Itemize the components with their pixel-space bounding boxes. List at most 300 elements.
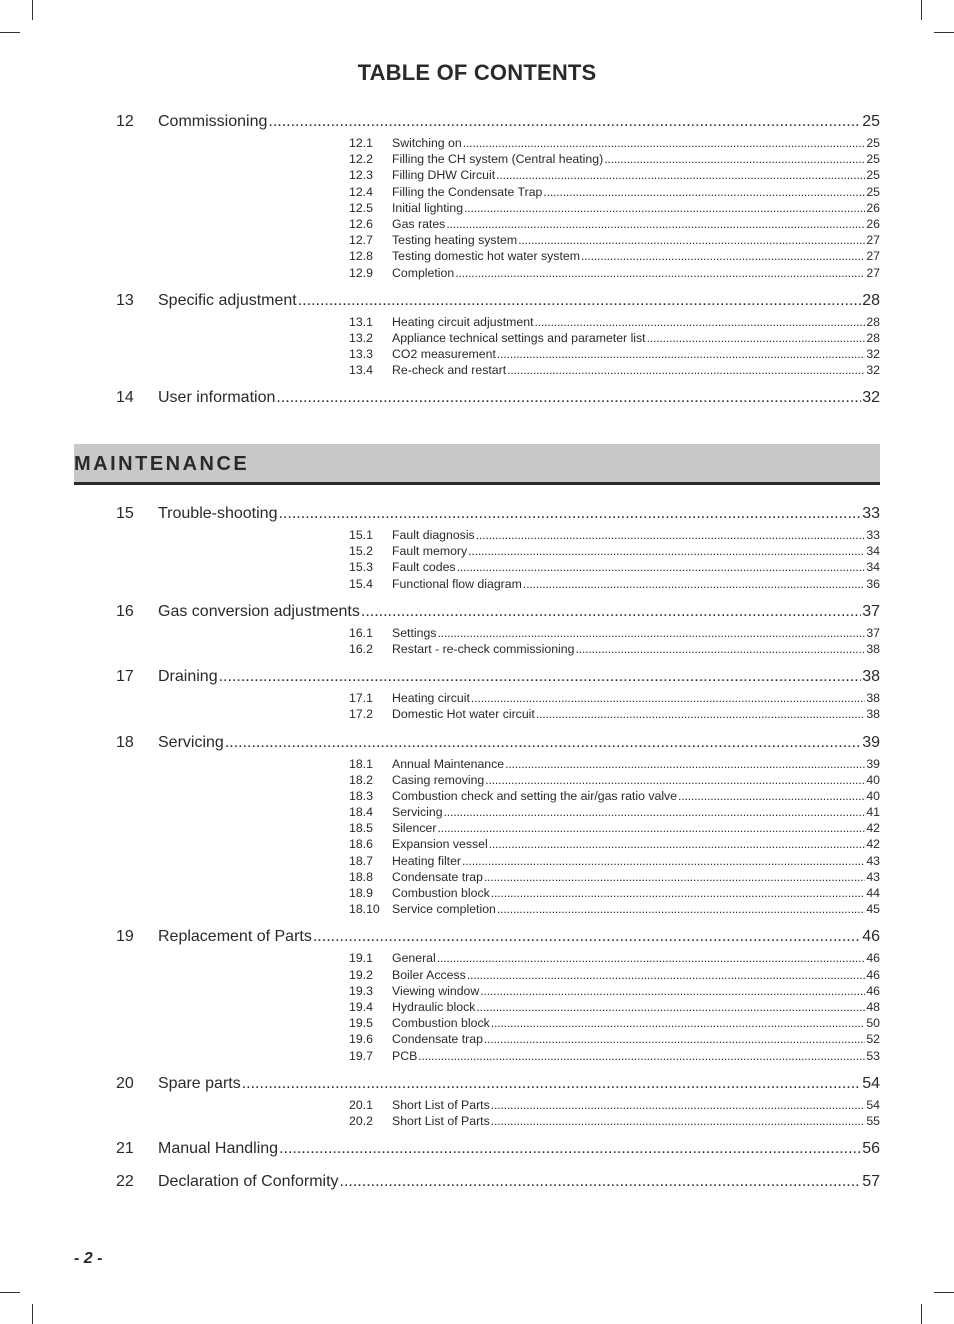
toc-subentry-number: 12.3 [349, 168, 373, 183]
toc-subentry-number: 15.4 [349, 576, 373, 591]
page-title: TABLE OF CONTENTS [357, 60, 597, 85]
toc-subentry-leader [392, 885, 880, 901]
toc-entry-leader [158, 1138, 880, 1160]
toc-dot-leader [678, 788, 865, 804]
toc-subentry-page: 46 [866, 983, 880, 998]
toc-subentry-number: 18.10 [349, 902, 380, 917]
toc-subentry-title: Fault diagnosis [392, 528, 475, 542]
toc-subentry-leader [392, 1048, 880, 1064]
toc-entry[interactable] [0, 1138, 954, 1160]
toc-subentry[interactable] [0, 135, 954, 151]
toc-entry-leader [158, 732, 880, 754]
toc-entry-number: 12 [116, 113, 134, 130]
toc-subentry[interactable] [0, 232, 954, 248]
toc-subentry[interactable] [0, 1015, 954, 1031]
toc-subentry[interactable] [0, 706, 954, 722]
toc-subentry-leader [392, 641, 880, 657]
toc-subentry-leader [392, 820, 880, 836]
toc-entry-title: Trouble-shooting [158, 505, 278, 522]
toc-dot-leader [507, 362, 865, 378]
toc-subentry[interactable] [0, 1048, 954, 1064]
toc-subentry[interactable] [0, 690, 954, 706]
toc-subentry-title: Combustion check and setting the air/gas ratio valve [392, 788, 678, 803]
toc-subentry-page: 53 [866, 1048, 880, 1063]
toc-subentry-page: 38 [866, 691, 880, 706]
toc-subentry[interactable] [0, 1113, 954, 1129]
toc-dot-leader [518, 232, 865, 248]
toc-subentry-title: Filling the Condensate Trap [392, 184, 543, 199]
toc-subentry-page: 34 [866, 544, 880, 559]
toc-dot-leader [463, 135, 866, 151]
toc-entry-title: Draining [158, 668, 218, 686]
toc-subentry[interactable] [0, 216, 954, 232]
toc-entry-page: 37 [862, 602, 880, 620]
toc-subentry[interactable] [0, 999, 954, 1015]
toc-subentry-title: Heating circuit adjustment [392, 314, 534, 329]
toc-subentry-number: 19.4 [349, 999, 373, 1014]
crop-mark [934, 32, 954, 33]
toc-subentry-number: 18.1 [349, 756, 373, 771]
toc-dot-leader [497, 901, 865, 917]
toc-subentry-page: 33 [866, 528, 880, 542]
toc-dot-leader [536, 706, 865, 722]
toc-entry-number: 15 [116, 505, 134, 522]
toc-subentry-page: 55 [866, 1113, 880, 1128]
toc-subentry[interactable] [0, 184, 954, 200]
toc-subentry-page: 26 [866, 200, 880, 215]
toc-subentry[interactable] [0, 527, 954, 543]
toc-subentry-leader [392, 804, 880, 820]
toc-dot-leader [476, 999, 865, 1015]
toc-subentry-number: 17.2 [349, 707, 373, 722]
toc-subentry-number: 20.1 [349, 1097, 373, 1112]
toc-subentry-page: 46 [866, 967, 880, 982]
toc-entry-leader [158, 1073, 880, 1095]
toc-subentry-title: Viewing window [392, 983, 480, 998]
toc-subentry-title: Completion [392, 265, 455, 280]
toc-subentry-number: 15.3 [349, 560, 373, 575]
toc-dot-leader [462, 853, 865, 869]
toc-dot-leader [437, 625, 865, 641]
toc-subentry-number: 18.6 [349, 837, 373, 852]
toc-subentry-number: 15.2 [349, 544, 373, 559]
toc-subentry-leader [392, 983, 880, 999]
toc-subentry-title: Heating circuit [392, 691, 470, 706]
toc-subentry[interactable] [0, 820, 954, 836]
toc-subentry-title: Service completion [392, 902, 496, 917]
toc-subentry-title: Expansion vessel [392, 837, 488, 852]
toc-dot-leader [489, 836, 866, 852]
toc-subentry-page: 50 [866, 1016, 880, 1031]
toc-entry-title: Manual Handling [158, 1140, 279, 1158]
toc-subentry[interactable] [0, 836, 954, 852]
toc-subentry-leader [392, 314, 880, 330]
toc-subentry-number: 15.1 [349, 528, 373, 542]
toc-entry[interactable] [0, 290, 954, 312]
toc-subentry-number: 13.2 [349, 330, 373, 345]
toc-subentry-leader [392, 967, 880, 983]
toc-subentry-leader [392, 527, 880, 543]
toc-subentry-leader [392, 772, 880, 788]
toc-subentry-number: 18.3 [349, 788, 373, 803]
toc-subentry-leader [392, 756, 880, 772]
toc-entry-title: Gas conversion adjustments [158, 602, 360, 620]
toc-entry-leader [158, 666, 880, 688]
toc-subentry-page: 42 [866, 837, 880, 852]
toc-entry[interactable] [0, 1171, 954, 1193]
toc-subentry-page: 43 [866, 853, 880, 868]
toc-subentry-leader [392, 543, 880, 559]
toc-entry-page: 25 [862, 113, 880, 130]
toc-subentry-leader [392, 950, 880, 966]
toc-subentry[interactable] [0, 167, 954, 183]
toc-subentry-title: Short List of Parts [392, 1113, 490, 1128]
toc-subentry[interactable] [0, 804, 954, 820]
toc-dot-leader [471, 690, 865, 706]
toc-entry-number: 17 [116, 668, 134, 686]
toc-subentry-number: 13.1 [349, 314, 373, 329]
toc-subentry-title: Boiler Access [392, 967, 466, 982]
toc-subentry-title: Silencer [392, 821, 437, 836]
toc-subentry-title: Filling DHW Circuit [392, 168, 496, 183]
toc-subentry-page: 28 [866, 314, 880, 329]
toc-subentry-page: 48 [866, 999, 880, 1014]
toc-subentry-leader [392, 346, 880, 362]
toc-entry-page: 56 [862, 1140, 880, 1158]
toc-subentry-number: 19.1 [349, 951, 373, 966]
toc-entry[interactable] [0, 732, 954, 754]
toc-subentry[interactable] [0, 885, 954, 901]
toc-subentry-page: 27 [866, 233, 880, 248]
toc-subentry[interactable] [0, 869, 954, 885]
toc-dot-leader [534, 314, 865, 330]
crop-mark [32, 0, 33, 20]
toc-dot-leader [437, 950, 866, 966]
toc-subentry-page: 25 [866, 184, 880, 199]
toc-maintenance-section [0, 503, 954, 1204]
toc-subentry-title: Testing heating system [392, 233, 518, 248]
toc-subentry-page: 28 [866, 330, 880, 345]
toc-subentry-leader [392, 1015, 880, 1031]
toc-subentry-number: 19.2 [349, 967, 373, 982]
toc-subentry-title: Switching on [392, 136, 462, 150]
toc-subentry-number: 18.9 [349, 886, 373, 900]
toc-dot-leader [491, 1015, 866, 1031]
toc-subentry-title: Heating filter [392, 853, 462, 868]
toc-entry-page: 54 [862, 1074, 880, 1092]
toc-subentry-leader [392, 265, 880, 281]
toc-subentry-title: Appliance technical settings and parameter list [392, 330, 646, 345]
toc-subentry-leader [392, 362, 880, 378]
toc-subentry-leader [392, 706, 880, 722]
toc-subentry-number: 13.4 [349, 363, 373, 378]
crop-mark [921, 1304, 922, 1324]
toc-dot-leader [278, 503, 861, 525]
crop-mark [32, 1304, 33, 1324]
toc-subentry-leader [392, 853, 880, 869]
toc-subentry-number: 18.4 [349, 805, 373, 820]
toc-subentry-title: Re-check and restart [392, 363, 507, 378]
toc-subentry-page: 32 [866, 363, 880, 378]
toc-subentry-leader [392, 1031, 880, 1047]
toc-dot-leader [298, 290, 861, 312]
toc-subentry-page: 26 [866, 216, 880, 231]
toc-subentry[interactable] [0, 1097, 954, 1113]
toc-entry[interactable] [0, 926, 954, 948]
toc-subentry-page: 54 [866, 1097, 880, 1112]
toc-subentry-leader [392, 232, 880, 248]
toc-subentry-leader [392, 788, 880, 804]
toc-entry[interactable] [0, 666, 954, 688]
toc-subentry-title: Annual Maintenance [392, 756, 505, 771]
toc-subentry-page: 42 [866, 821, 880, 836]
toc-entry[interactable] [0, 387, 954, 409]
toc-subentry-leader [392, 248, 880, 264]
toc-subentry[interactable] [0, 641, 954, 657]
toc-subentry-title: Combustion block [392, 886, 490, 900]
toc-subentry-page: 25 [866, 168, 880, 183]
toc-subentry-title: CO2 measurement [392, 347, 496, 362]
toc-dot-leader [491, 1113, 866, 1129]
toc-subentry[interactable] [0, 362, 954, 378]
toc-subentry-number: 19.7 [349, 1048, 373, 1063]
toc-subentry-page: 43 [866, 869, 880, 884]
toc-dot-leader [219, 666, 862, 688]
toc-subentry-page: 44 [866, 886, 880, 900]
toc-subentry-number: 19.3 [349, 983, 373, 998]
toc-subentry-leader [392, 559, 880, 575]
toc-subentry-leader [392, 869, 880, 885]
toc-subentry-page: 32 [866, 347, 880, 362]
toc-subentry[interactable] [0, 151, 954, 167]
toc-subentry-page: 25 [866, 152, 880, 167]
toc-subentry-number: 16.2 [349, 641, 373, 656]
toc-subentry-title: Fault memory [392, 544, 468, 559]
toc-entry-leader [158, 111, 880, 133]
toc-dot-leader [485, 772, 865, 788]
toc-dot-leader [268, 111, 861, 133]
toc-subentry-leader [392, 625, 880, 641]
toc-subentry-title: Functional flow diagram [392, 576, 522, 591]
toc-subentry-page: 39 [866, 756, 880, 771]
toc-subentry[interactable] [0, 265, 954, 281]
toc-dot-leader [575, 641, 865, 657]
toc-subentry-list [0, 756, 954, 918]
toc-entry-leader [158, 503, 880, 525]
toc-dot-leader [361, 601, 861, 623]
toc-dot-leader [464, 200, 865, 216]
toc-dot-leader [437, 820, 865, 836]
toc-subentry-list [0, 1097, 954, 1129]
toc-subentry-number: 12.6 [349, 216, 373, 231]
toc-entry[interactable] [0, 1073, 954, 1095]
toc-subentry-title: Servicing [392, 805, 443, 820]
toc-subentry[interactable] [0, 1031, 954, 1047]
toc-subentry-number: 18.5 [349, 821, 373, 836]
toc-entry-title: User information [158, 389, 276, 407]
toc-subentry-page: 45 [866, 902, 880, 917]
toc-subentry-title: Short List of Parts [392, 1097, 490, 1112]
toc-entry-title: Spare parts [158, 1074, 241, 1092]
toc-dot-leader [523, 576, 865, 592]
toc-entry-number: 19 [116, 928, 134, 946]
toc-dot-leader [340, 1171, 862, 1193]
toc-dot-leader [418, 1048, 865, 1064]
toc-subentry[interactable] [0, 853, 954, 869]
toc-dot-leader [279, 1138, 861, 1160]
toc-subentry-page: 27 [866, 265, 880, 280]
toc-subentry[interactable] [0, 314, 954, 330]
toc-subentry-page: 34 [866, 560, 880, 575]
toc-subentry[interactable] [0, 248, 954, 264]
toc-subentry-page: 38 [866, 641, 880, 656]
toc-subentry[interactable] [0, 346, 954, 362]
toc-dot-leader [484, 869, 865, 885]
toc-subentry-number: 18.8 [349, 869, 373, 884]
toc-subentry-title: Testing domestic hot water system [392, 249, 580, 264]
toc-subentry-title: Casing removing [392, 772, 485, 787]
toc-subentry-page: 27 [866, 249, 880, 264]
toc-entry-number: 22 [116, 1173, 134, 1191]
toc-subentry-list [0, 314, 954, 379]
toc-entry-page: 33 [862, 505, 880, 522]
toc-subentry-leader [392, 216, 880, 232]
toc-subentry-leader [392, 1097, 880, 1113]
toc-entry-number: 21 [116, 1140, 134, 1158]
toc-dot-leader [647, 330, 866, 346]
toc-subentry-title: Hydraulic block [392, 999, 476, 1014]
toc-entry-number: 14 [116, 389, 134, 407]
toc-subentry-leader [392, 184, 880, 200]
toc-subentry-title: Fault codes [392, 560, 456, 575]
toc-subentry-leader [392, 576, 880, 592]
toc-dot-leader [467, 967, 866, 983]
toc-subentry-page: 40 [866, 772, 880, 787]
toc-dot-leader [497, 346, 865, 362]
toc-dot-leader [468, 543, 865, 559]
toc-entry-leader [158, 601, 880, 623]
toc-subentry-page: 41 [866, 805, 880, 820]
toc-subentry[interactable] [0, 983, 954, 999]
toc-entry[interactable] [0, 111, 954, 133]
toc-subentry-title: General [392, 951, 436, 966]
toc-dot-leader [604, 151, 865, 167]
toc-dot-leader [276, 387, 861, 409]
toc-entry-page: 28 [862, 291, 880, 309]
toc-subentry[interactable] [0, 200, 954, 216]
toc-subentry-leader [392, 167, 880, 183]
toc-subentry[interactable] [0, 788, 954, 804]
toc-subentry[interactable] [0, 950, 954, 966]
toc-entry-title: Specific adjustment [158, 291, 297, 309]
toc-dot-leader [313, 926, 861, 948]
toc-dot-leader [543, 184, 865, 200]
toc-subentry[interactable] [0, 543, 954, 559]
toc-entry-number: 13 [116, 291, 134, 309]
toc-subentry-number: 13.3 [349, 347, 373, 362]
toc-subentry-number: 12.4 [349, 184, 373, 199]
toc-subentry[interactable] [0, 967, 954, 983]
toc-subentry-page: 52 [866, 1032, 880, 1047]
toc-entry-page: 57 [862, 1173, 880, 1191]
maintenance-banner [74, 444, 880, 485]
toc-entry-title: Declaration of Conformity [158, 1173, 339, 1191]
toc-subentry-title: Settings [392, 625, 437, 640]
toc-subentry-title: Gas rates [392, 216, 446, 231]
toc-subentry[interactable] [0, 559, 954, 575]
crop-mark [921, 0, 922, 20]
toc-subentry-number: 16.1 [349, 625, 373, 640]
toc-subentry-list [0, 950, 954, 1063]
toc-subentry-title: Condensate trap [392, 1032, 483, 1047]
toc-entry-leader [158, 387, 880, 409]
maintenance-banner-label: MAINTENANCE [74, 453, 250, 475]
toc-subentry-list [0, 135, 954, 281]
toc-entry-number: 20 [116, 1074, 134, 1092]
toc-subentry[interactable] [0, 330, 954, 346]
toc-subentry-leader [392, 836, 880, 852]
toc-subentry[interactable] [0, 901, 954, 917]
toc-subentry-number: 12.7 [349, 233, 373, 248]
toc-subentry-page: 46 [866, 951, 880, 966]
toc-entry-page: 38 [862, 668, 880, 686]
toc-subentry-page: 38 [866, 707, 880, 722]
toc-dot-leader [491, 885, 866, 901]
toc-subentry[interactable] [0, 576, 954, 592]
toc-subentry-leader [392, 1113, 880, 1129]
toc-subentry[interactable] [0, 772, 954, 788]
crop-mark [0, 1292, 20, 1293]
toc-subentry-leader [392, 200, 880, 216]
toc-dot-leader [225, 732, 861, 754]
toc-entry-title: Commissioning [158, 113, 268, 130]
toc-subentry-leader [392, 330, 880, 346]
toc-entry[interactable] [0, 601, 954, 623]
page-number: - 2 - [74, 1250, 103, 1267]
toc-dot-leader [581, 248, 865, 264]
toc-subentry-leader [392, 690, 880, 706]
toc-dot-leader [444, 804, 866, 820]
toc-subentry-title: Domestic Hot water circuit [392, 707, 535, 722]
toc-entry-title: Replacement of Parts [158, 928, 312, 946]
toc-dot-leader [455, 265, 865, 281]
toc-subentry-page: 36 [866, 576, 880, 591]
toc-subentry[interactable] [0, 756, 954, 772]
toc-dot-leader [491, 1097, 866, 1113]
toc-subentry-number: 18.7 [349, 853, 373, 868]
toc-subentry-number: 12.2 [349, 152, 373, 167]
toc-dot-leader [242, 1073, 861, 1095]
toc-subentry-number: 20.2 [349, 1113, 373, 1128]
toc-entry-page: 32 [862, 389, 880, 407]
toc-subentry-list [0, 527, 954, 592]
toc-subentry-number: 17.1 [349, 691, 373, 706]
toc-subentry-title: Combustion block [392, 1016, 490, 1031]
crop-mark [934, 1292, 954, 1293]
toc-subentry-number: 12.8 [349, 249, 373, 264]
toc-entry[interactable] [0, 503, 954, 525]
toc-subentry[interactable] [0, 625, 954, 641]
toc-subentry-page: 40 [866, 788, 880, 803]
toc-dot-leader [476, 527, 866, 543]
toc-subentry-leader [392, 999, 880, 1015]
toc-subentry-number: 12.9 [349, 265, 373, 280]
toc-dot-leader [484, 1031, 865, 1047]
toc-entry-number: 16 [116, 602, 134, 620]
crop-mark [0, 32, 20, 33]
toc-dot-leader [505, 756, 865, 772]
toc-dot-leader [446, 216, 865, 232]
